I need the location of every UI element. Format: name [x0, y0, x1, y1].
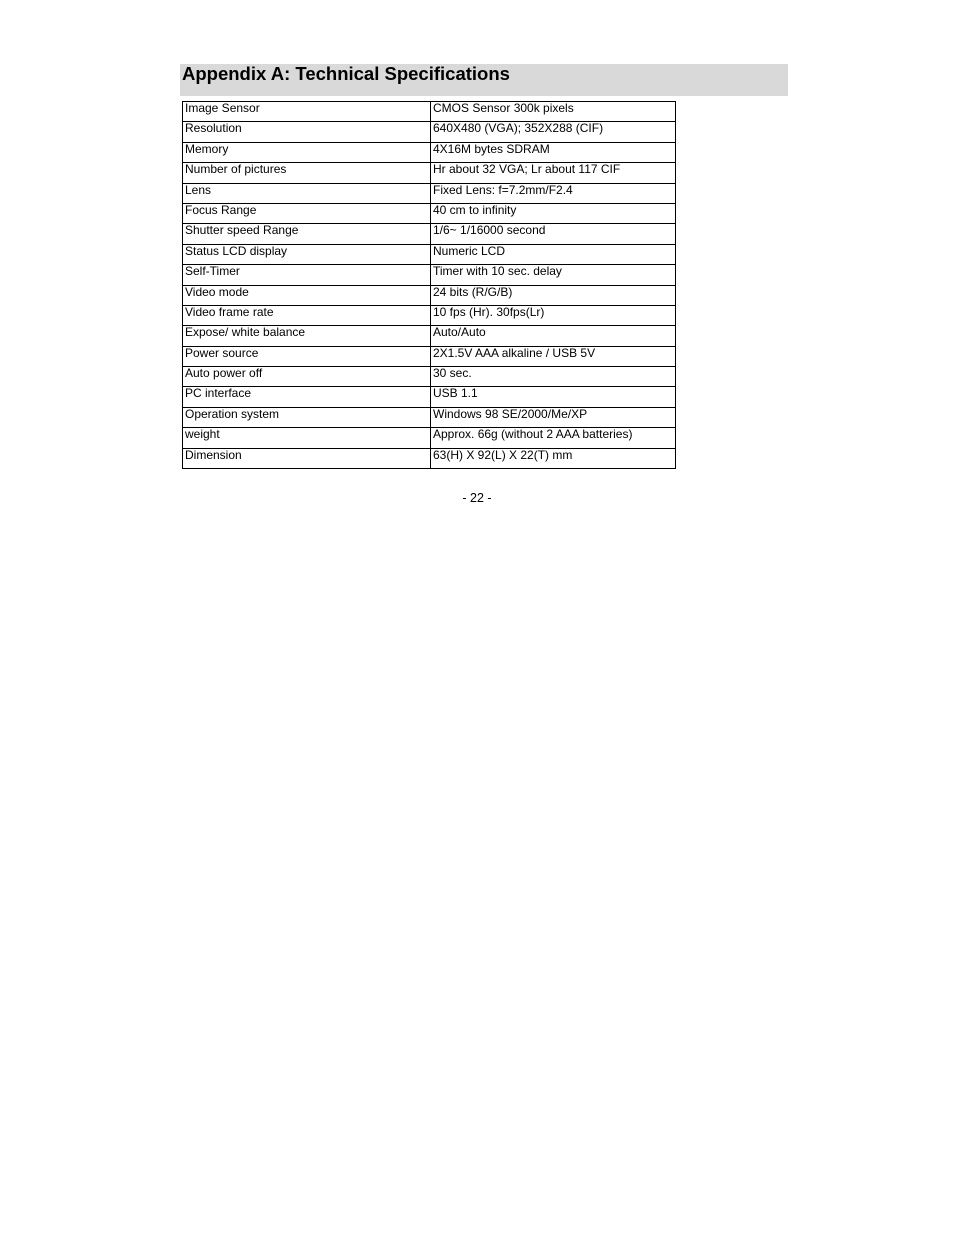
- table-row: [183, 367, 676, 387]
- spec-value-cell: Fixed Lens: f=7.2mm/F2.4: [431, 183, 676, 203]
- table-row: [183, 407, 676, 427]
- table-row: [183, 142, 676, 162]
- spec-value-cell: 10 fps (Hr). 30fps(Lr): [431, 305, 676, 325]
- spec-label-cell: Video mode: [183, 285, 431, 305]
- spec-label-cell: Dimension: [183, 448, 431, 468]
- spec-value-cell: 24 bits (R/G/B): [431, 285, 676, 305]
- table-row: [183, 326, 676, 346]
- spec-value-cell: 40 cm to infinity: [431, 203, 676, 223]
- table-row: [183, 346, 676, 366]
- spec-label-cell: Operation system: [183, 407, 431, 427]
- spec-value-cell: Auto/Auto: [431, 326, 676, 346]
- spec-value-cell: CMOS Sensor 300k pixels: [431, 102, 676, 122]
- table-row: [183, 244, 676, 264]
- spec-label-cell: PC interface: [183, 387, 431, 407]
- spec-value-cell: 640X480 (VGA); 352X288 (CIF): [431, 122, 676, 142]
- table-row: [183, 265, 676, 285]
- section-heading-bar: [180, 64, 788, 96]
- spec-label-cell: Status LCD display: [183, 244, 431, 264]
- spec-label-cell: Expose/ white balance: [183, 326, 431, 346]
- specifications-table-body: [183, 102, 676, 469]
- spec-value-cell: Approx. 66g (without 2 AAA batteries): [431, 428, 676, 448]
- spec-value-cell: 2X1.5V AAA alkaline / USB 5V: [431, 346, 676, 366]
- spec-label-cell: Self-Timer: [183, 265, 431, 285]
- spec-value-cell: 30 sec.: [431, 367, 676, 387]
- specifications-table: [182, 101, 676, 469]
- spec-value-cell: 4X16M bytes SDRAM: [431, 142, 676, 162]
- table-row: [183, 428, 676, 448]
- table-row: [183, 203, 676, 223]
- spec-label-cell: Resolution: [183, 122, 431, 142]
- spec-label-cell: Power source: [183, 346, 431, 366]
- spec-value-cell: 63(H) X 92(L) X 22(T) mm: [431, 448, 676, 468]
- spec-label-cell: Shutter speed Range: [183, 224, 431, 244]
- table-row: [183, 163, 676, 183]
- table-row: [183, 285, 676, 305]
- spec-value-cell: Hr about 32 VGA; Lr about 117 CIF: [431, 163, 676, 183]
- spec-label-cell: Number of pictures: [183, 163, 431, 183]
- page-number: - 22 -: [462, 491, 492, 505]
- table-row: [183, 183, 676, 203]
- spec-label-cell: Image Sensor: [183, 102, 431, 122]
- spec-value-cell: Windows 98 SE/2000/Me/XP: [431, 407, 676, 427]
- table-row: [183, 305, 676, 325]
- table-row: [183, 448, 676, 468]
- table-row: [183, 122, 676, 142]
- page-title: Appendix A: Technical Specifications: [182, 63, 510, 84]
- spec-value-cell: USB 1.1: [431, 387, 676, 407]
- spec-label-cell: Auto power off: [183, 367, 431, 387]
- spec-label-cell: Lens: [183, 183, 431, 203]
- spec-value-cell: Timer with 10 sec. delay: [431, 265, 676, 285]
- spec-value-cell: 1/6~ 1/16000 second: [431, 224, 676, 244]
- spec-label-cell: weight: [183, 428, 431, 448]
- spec-label-cell: Video frame rate: [183, 305, 431, 325]
- spec-value-cell: Numeric LCD: [431, 244, 676, 264]
- table-row: [183, 224, 676, 244]
- spec-label-cell: Memory: [183, 142, 431, 162]
- table-row: [183, 387, 676, 407]
- spec-label-cell: Focus Range: [183, 203, 431, 223]
- table-row: [183, 102, 676, 122]
